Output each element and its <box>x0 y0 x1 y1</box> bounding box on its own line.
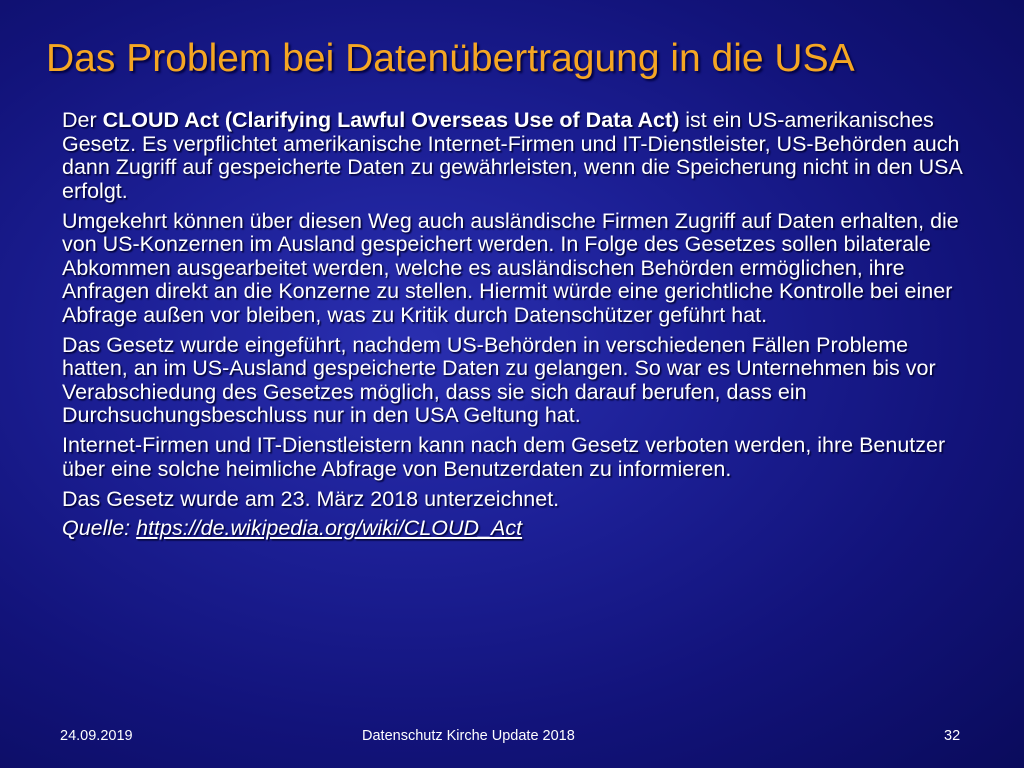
source-label: Quelle: <box>62 516 137 540</box>
footer-title: Datenschutz Kirche Update 2018 <box>362 728 575 744</box>
paragraph-cloud-act-definition <box>62 109 972 203</box>
slide-title: Das Problem bei Datenübertragung in die USA <box>46 37 855 80</box>
source-link[interactable]: https://de.wikipedia.org/wiki/CLOUD_Act <box>136 516 523 540</box>
cloud-act-name: CLOUD Act (Clarifying Lawful Overseas Use of Data Act) <box>102 108 680 132</box>
slide-body <box>62 109 972 541</box>
source-line <box>62 517 972 541</box>
paragraph-suffix: ist ein US-amerikanisches Gesetz. Es verpflichtet amerikanische Internet-Firmen und IT-Dienstleister, US-Behörden auch dann Zugriff auf gespeicherte Daten zu gewährleisten, wenn die Speicherung nicht in den USA erfolgt. <box>62 108 962 203</box>
paragraph-foreign-access: Umgekehrt können über diesen Weg auch ausländische Firmen Zugriff auf Daten erhalten, die von US-Konzernen im Ausland gespeichert werden. In Folge des Gesetzes sollen bilaterale Abkommen ausgearbeitet werden, welche es ausländischen Behörden ermöglichen, ihre Anfragen direkt an die Konzerne zu stellen. Hiermit würde eine gerichtliche Kontrolle bei einer Abfrage außen vor bleiben, was zu Kritik durch Datenschützer geführt hat. <box>62 208 959 327</box>
paragraph-signing-date: Das Gesetz wurde am 23. März 2018 unterzeichnet. <box>62 486 560 511</box>
paragraph-notification-ban: Internet-Firmen und IT-Dienstleistern kann nach dem Gesetz verboten werden, ihre Benutzer über eine solche heimliche Abfrage von Benutzerdaten zu informieren. <box>62 433 946 481</box>
footer-date: 24.09.2019 <box>60 728 133 744</box>
paragraph-prefix: Der <box>62 108 103 132</box>
page-number: 32 <box>944 728 961 744</box>
paragraph-introduction-reason: Das Gesetz wurde eingeführt, nachdem US-Behörden in verschiedenen Fällen Probleme hatten, an im US-Ausland gespeicherte Daten zu gelangen. So war es Unternehmen bis vor Verabschiedung des Gesetzes möglich, dass sie sich darauf berufen, dass ein Durchsuchungsbeschluss nur in den USA Geltung hat. <box>62 332 936 427</box>
